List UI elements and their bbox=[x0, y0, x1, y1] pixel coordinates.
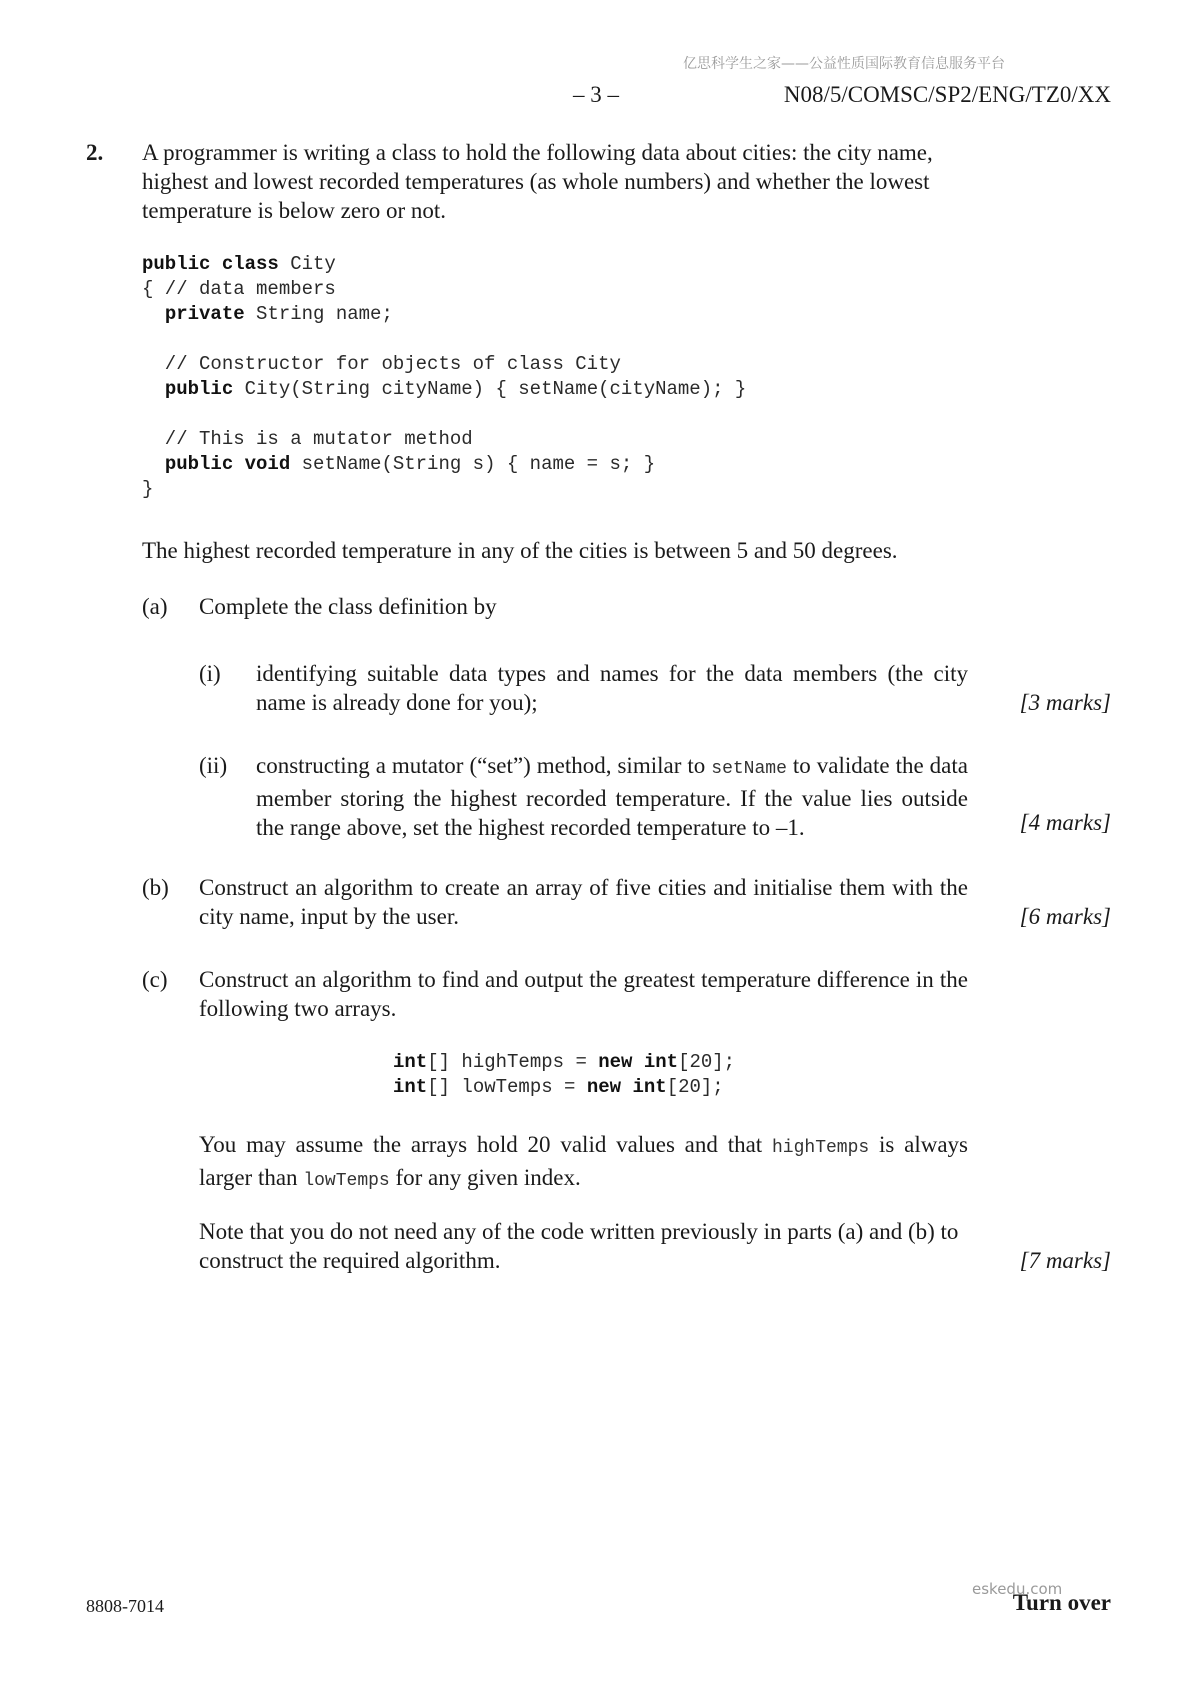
part-a-i-marks: [3 marks] bbox=[1019, 690, 1111, 715]
part-a-i-text: identifying suitable data types and names for the data members (the city name is already done for you); bbox=[256, 661, 968, 715]
code-block-city-class bbox=[142, 252, 746, 502]
code-keyword: int bbox=[393, 1076, 428, 1098]
code-text: City(String cityName) { setName(cityName); } bbox=[233, 378, 747, 400]
inline-code: lowTemps bbox=[303, 1171, 390, 1191]
code-text: String name; bbox=[244, 303, 393, 325]
part-c-text: Construct an algorithm to find and output the greatest temperature difference in the following two arrays. bbox=[199, 967, 968, 1021]
code-text: City bbox=[278, 253, 336, 275]
footer-code: 8808-7014 bbox=[86, 1596, 164, 1616]
code-keyword: public bbox=[164, 378, 234, 400]
inline-code: setName bbox=[711, 759, 787, 779]
code-line: } bbox=[142, 478, 154, 500]
range-statement: The highest recorded temperature in any of the cities is between 5 and 50 degrees. bbox=[142, 538, 898, 563]
code-line: { // data members bbox=[142, 278, 336, 300]
code-keyword: new int bbox=[598, 1051, 679, 1073]
watermark-text: 亿思科学生之家——公益性质国际教育信息服务平台 bbox=[683, 56, 1005, 72]
code-comment: // This is a mutator method bbox=[142, 428, 473, 450]
text-segment: for any given index. bbox=[389, 1165, 581, 1190]
code-block-arrays bbox=[393, 1050, 735, 1100]
code-keyword: new int bbox=[586, 1076, 667, 1098]
watermark-bottom: eskedu.com bbox=[972, 1580, 1063, 1598]
question-number: 2. bbox=[86, 140, 104, 165]
text-segment: is always larger than bbox=[199, 1132, 969, 1190]
code-text: [] lowTemps = bbox=[427, 1076, 587, 1098]
part-c-marks: [7 marks] bbox=[1019, 1248, 1111, 1273]
part-b-label: (b) bbox=[142, 875, 169, 900]
code-keyword: public void bbox=[164, 453, 291, 475]
part-c-note: Note that you do not need any of the code written previously in parts (a) and (b) to construct the required algorithm. bbox=[199, 1219, 959, 1273]
code-keyword: int bbox=[393, 1051, 428, 1073]
paper-code: N08/5/COMSC/SP2/ENG/TZ0/XX bbox=[783, 82, 1111, 107]
part-c-label: (c) bbox=[142, 967, 168, 992]
text-segment: to validate the data member storing the highest recorded temperature. If the value lies outside the range above, set the highest recorded temperature to –1. bbox=[256, 753, 968, 840]
turn-over-text: Turn over bbox=[1012, 1590, 1111, 1615]
page-number: – 3 – bbox=[573, 82, 619, 107]
part-a-ii-label: (ii) bbox=[199, 753, 228, 778]
part-a-i-label: (i) bbox=[199, 661, 221, 686]
part-a-ii-text bbox=[256, 751, 968, 842]
text-segment: constructing a mutator (“set”) method, similar to bbox=[256, 753, 712, 778]
code-comment: // Constructor for objects of class City bbox=[142, 353, 621, 375]
code-text: setName(String s) { name = s; } bbox=[290, 453, 656, 475]
inline-code: highTemps bbox=[771, 1138, 870, 1158]
part-c-assumption bbox=[199, 1130, 968, 1196]
part-a-label: (a) bbox=[142, 594, 168, 619]
code-keyword: private bbox=[164, 303, 245, 325]
code-keyword: public class bbox=[142, 253, 279, 275]
question-intro: A programmer is writing a class to hold the following data about cities: the city name, highest and lowest recorded temperatures (as whole numbers) and whether the lowest temperature is below zero or not. bbox=[142, 140, 933, 223]
text-segment: You may assume the arrays hold 20 valid values and that bbox=[199, 1132, 772, 1157]
part-a-text: Complete the class definition by bbox=[199, 594, 497, 619]
code-text: [] highTemps = bbox=[427, 1051, 599, 1073]
part-b-marks: [6 marks] bbox=[1019, 904, 1111, 929]
code-text: [20]; bbox=[666, 1076, 724, 1098]
code-text: [20]; bbox=[678, 1051, 736, 1073]
part-a-ii-marks: [4 marks] bbox=[1019, 810, 1111, 835]
part-b-text: Construct an algorithm to create an array of five cities and initialise them with the city name, input by the user. bbox=[199, 875, 968, 929]
